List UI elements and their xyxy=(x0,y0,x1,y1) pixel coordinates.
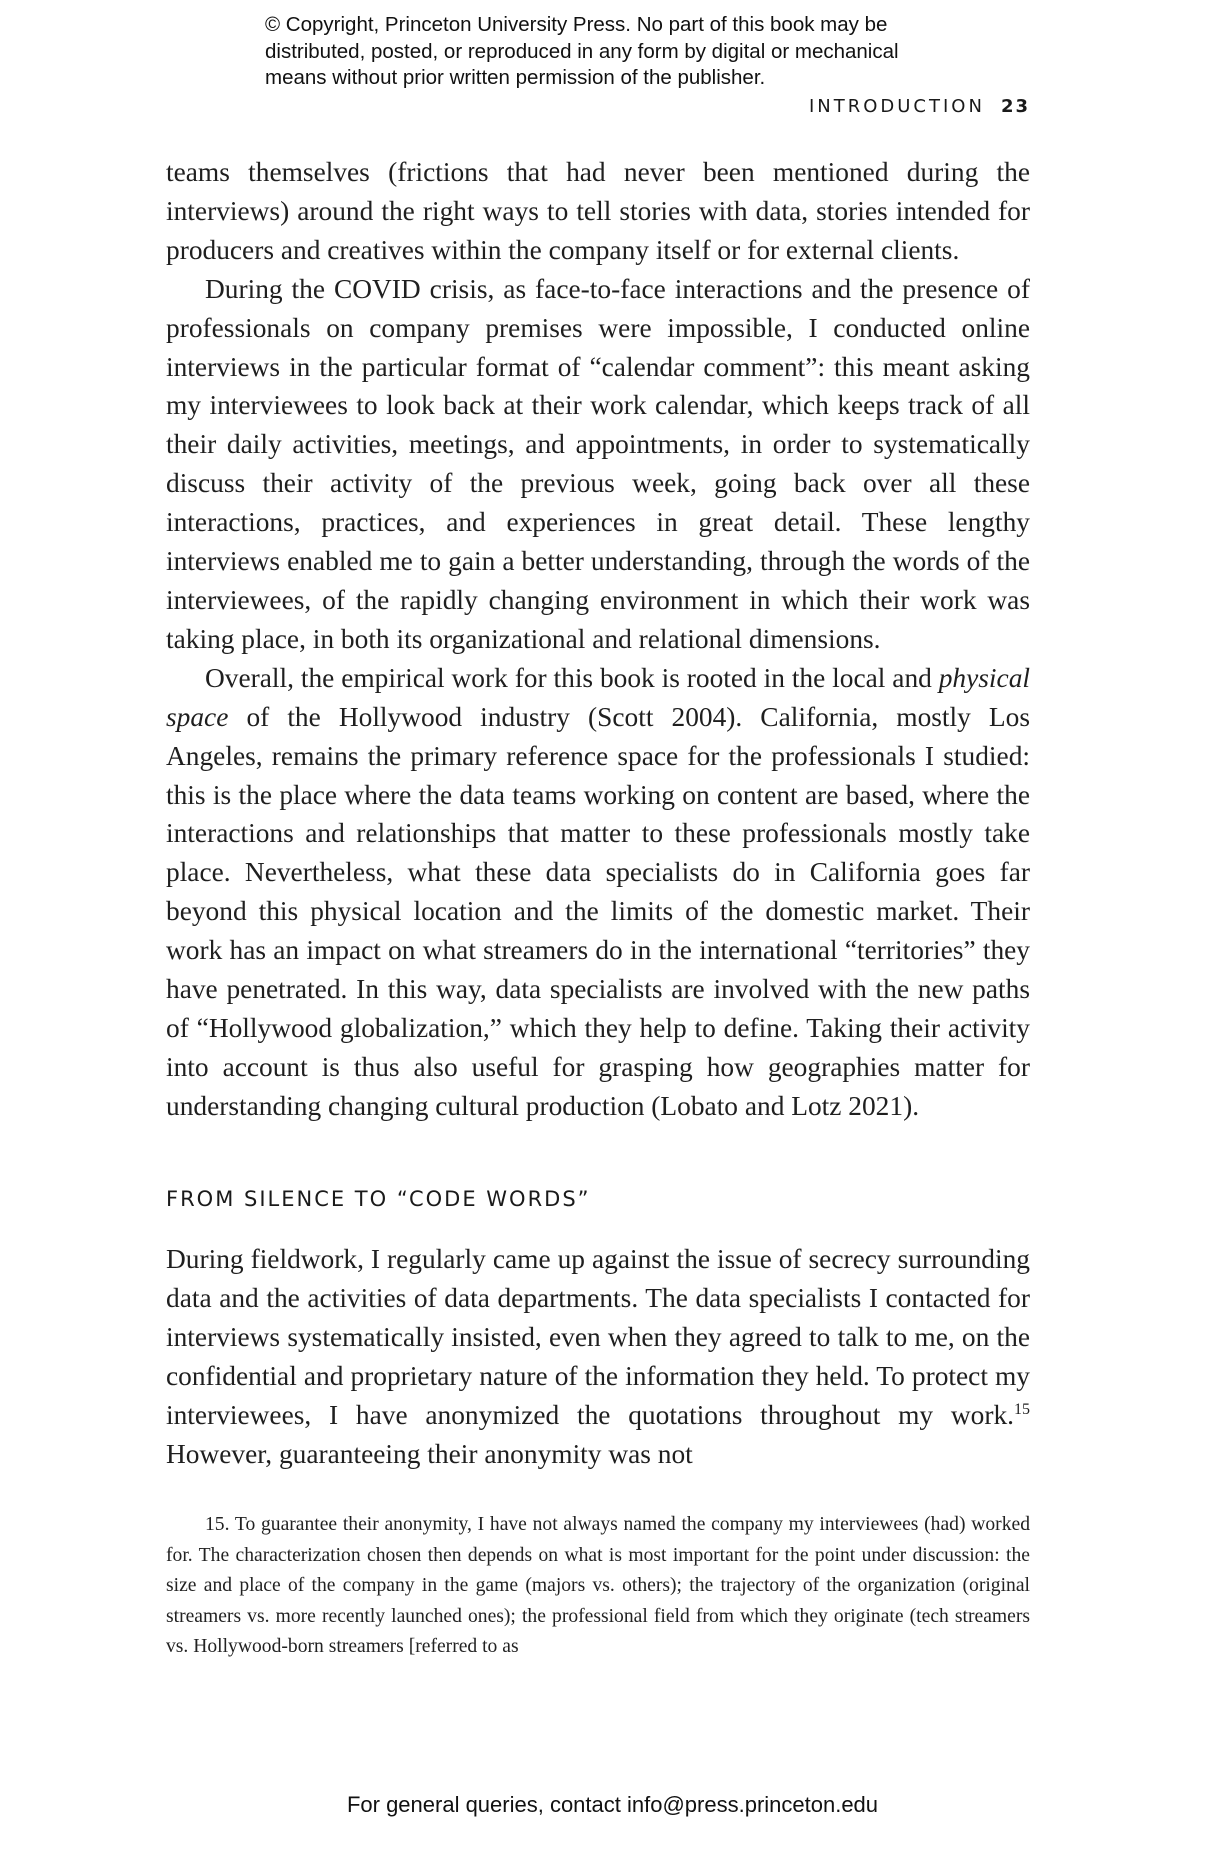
copyright-line: distributed, posted, or reproduced in any form by digital or mechanical xyxy=(265,39,899,63)
copyright-line: © Copyright, Princeton University Press. No part of this book may be xyxy=(265,13,888,36)
italic-term: physical space xyxy=(166,662,1030,732)
running-head xyxy=(809,96,1030,117)
paragraph-continued: teams themselves (frictions that had never been mentioned during the interviews) around the right ways to tell stories with data, stories intended for producers and creatives within the company itself or for external clients. xyxy=(166,157,1030,265)
copyright-notice xyxy=(265,12,1005,92)
paragraph-text: Overall, the empirical work for this book is rooted in the local and xyxy=(205,662,939,693)
footnote-15: 15. To guarantee their anonymity, I have not always named the company my interviewees (had) worked for. The characterization chosen then depends on what is most important for the point under discussion: the size and place of the company in the game (majors vs. others); the trajectory of the organization (original streamers vs. more recently launched ones); the professional field from which they originate (tech streamers vs. Hollywood-born streamers [referred to as xyxy=(166,1514,1030,1658)
paragraph xyxy=(166,659,1030,1126)
paragraph xyxy=(166,1240,1030,1473)
copyright-line: means without prior written permission of the publisher. xyxy=(265,66,766,89)
paragraph-text: However, guaranteeing their anonymity was not xyxy=(166,1438,693,1469)
section-heading: FROM SILENCE TO “CODE WORDS” xyxy=(166,1187,591,1211)
paragraph-text: of the Hollywood industry (Scott 2004). California, mostly Los Angeles, remains the primary reference space for the professionals I studied: this is the place where the data teams working on content are based, where the interactions and relationships that matter to these professionals mostly take place. Nevertheless, what these data specialists do in California goes far beyond this physical location and the limits of the domestic market. Their work has an impact on what streamers do in the international “territories” they have penetrated. In this way, data specialists are involved with the new paths of “Hollywood globalization,” which they help to define. Taking their activity into account is thus also useful for grasping how geographies matter for understanding changing cultural production (Lobato and Lotz 2021). xyxy=(166,701,1030,1121)
chapter-title: INTRODUCTION xyxy=(808,96,985,117)
body-text xyxy=(166,153,1030,1126)
page-number: 23 xyxy=(1000,96,1030,117)
footnote-reference[interactable]: 15 xyxy=(1014,1400,1030,1418)
section-body xyxy=(166,1240,1030,1473)
footer-contact: For general queries, contact info@press.princeton.edu xyxy=(346,1792,879,1817)
paragraph-text: During fieldwork, I regularly came up against the issue of secrecy surrounding data and the activities of data departments. The data specialists I contacted for interviews systematically insisted, even when they agreed to talk to me, on the confidential and proprietary nature of the information they held. To protect my interviewees, I have anonymized the quotations throughout my work. xyxy=(166,1244,1030,1430)
paragraph: During the COVID crisis, as face-to-face interactions and the presence of professionals on company premises were impossible, I conducted online interviews in the particular format of “calendar comment”: this meant asking my interviewees to look back at their work calendar, which keeps track of all their daily activities, meetings, and appointments, in order to systematically discuss their activity of the previous week, going back over all these interactions, practices, and experiences in great detail. These lengthy interviews enabled me to gain a better understanding, through the words of the interviewees, of the rapidly changing environment in which their work was taking place, in both its organizational and relational dimensions. xyxy=(166,273,1030,654)
